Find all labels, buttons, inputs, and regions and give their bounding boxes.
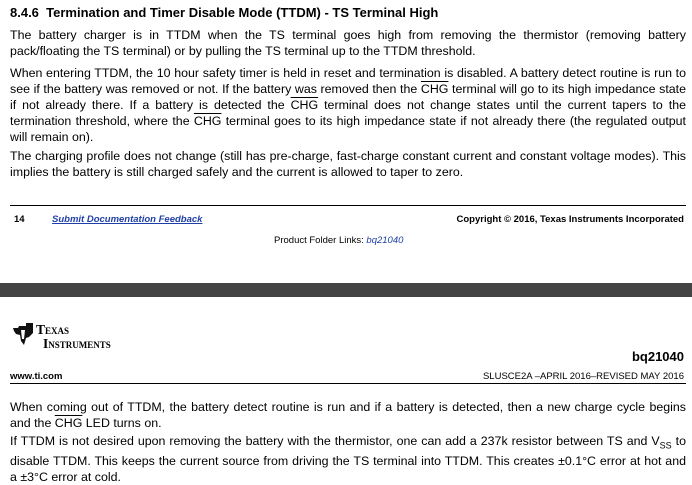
- ttdm-paragraph-2: When entering TTDM, the 10 hour safety timer is held in reset and termination is disabled. A battery detect routine is run to see if the battery was removed or not. If the battery was removed then the $\overline{CHG}$ terminal will go to its high impedance state if not already there. If a battery is detected the $\overline{CHG}$ terminal does not change states until the current tapers to the termination threshold, where the $\overline{CHG}$ terminal goes to its high impedance state if not already there (the regulated output will remain on).: [10, 66, 686, 144]
- ti-logo-icon: [12, 322, 34, 346]
- page-number: 14: [14, 214, 25, 225]
- section-number: 8.4.6: [10, 5, 39, 20]
- doc-revision: SLUSCE2A –APRIL 2016–REVISED MAY 2016: [482, 371, 684, 382]
- ti-logo: [12, 322, 34, 351]
- part-number: bq21040: [631, 349, 684, 364]
- chg-signal: $\overline{CHG}$: [54, 416, 83, 430]
- product-folder-link[interactable]: bq21040: [366, 235, 404, 246]
- logo-text-line2: Instruments: [43, 336, 111, 351]
- website-link[interactable]: www.ti.com: [10, 371, 63, 382]
- chg-signal: $\overline{CHG}$: [420, 82, 449, 96]
- page-separator: [0, 283, 692, 297]
- submit-feedback-link[interactable]: Submit Documentation Feedback: [52, 214, 203, 225]
- logo-text-line1: Texas: [36, 322, 70, 337]
- product-folder-links: Product Folder Links: bq21040: [274, 235, 404, 246]
- chg-signal: $\overline{CHG}$: [193, 114, 222, 128]
- ttdm-paragraph-3: The charging profile does not change (still has pre-charge, fast-charge constant current and constant voltage modes). This implies the battery is still charged safely and the current is allowed to taper to zero.: [10, 149, 686, 179]
- ttdm-paragraph-1: The battery charger is in TTDM when the TS terminal goes high from removing the thermistor (removing battery pack/floating the TS terminal) or by pulling the TS terminal up to the TTDM threshold.: [10, 28, 686, 58]
- section-title: Termination and Timer Disable Mode (TTDM) - TS Terminal High: [46, 5, 439, 20]
- chg-signal: $\overline{CHG}$: [290, 98, 319, 112]
- vss-subscript: SS: [659, 440, 672, 451]
- section-heading: [10, 5, 438, 20]
- header-rule: [10, 383, 686, 384]
- exit-ttdm-paragraph: When coming out of TTDM, the battery detect routine is run and if a battery is detected, then a new charge cycle begins and the $\overline{CHG}$ LED turns on.: [10, 400, 686, 430]
- footer-rule: [10, 205, 686, 206]
- copyright: Copyright © 2016, Texas Instruments Incorporated: [456, 214, 684, 225]
- disable-ttdm-paragraph: If TTDM is not desired upon removing the battery with the thermistor, one can add a 237k resistor between TS and $V_{SS}$ to disable TTDM. This keeps the current source from driving the TS terminal into TTDM. This creates ±0.1°C error at hot and a ±3°C error at cold.: [10, 434, 687, 485]
